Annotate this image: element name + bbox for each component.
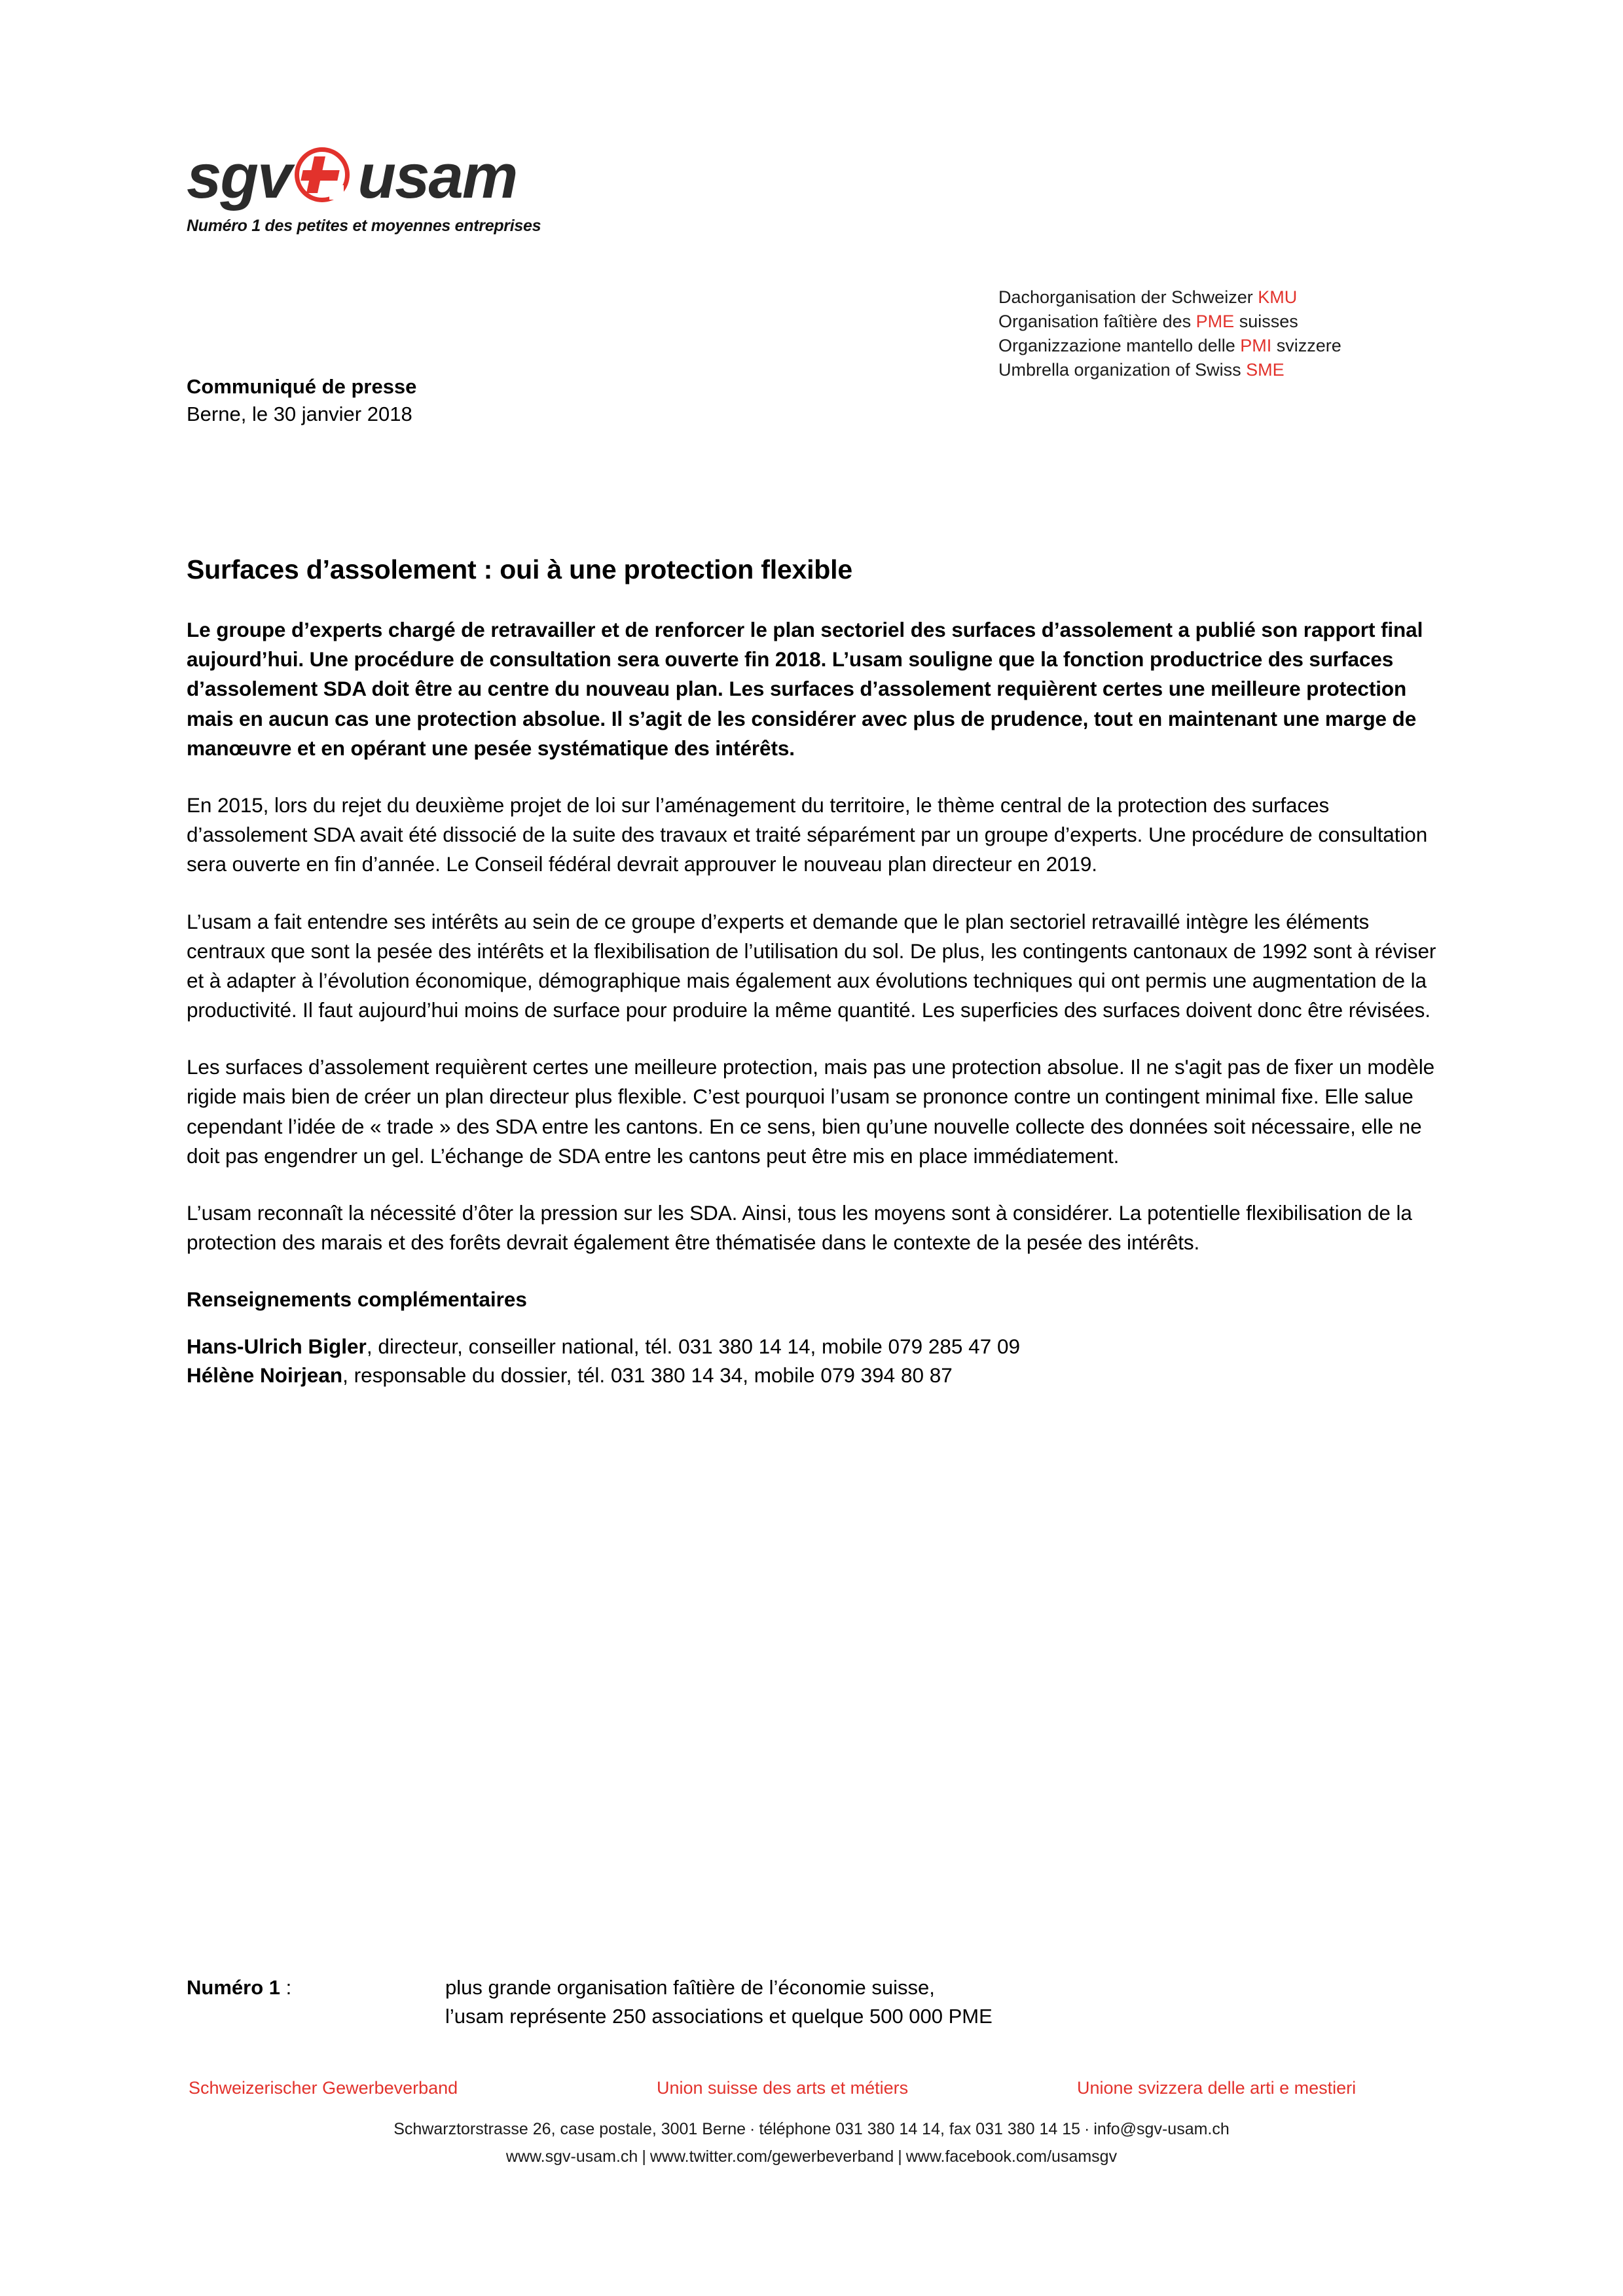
strapline-de — [998, 285, 1341, 310]
strapline-en — [998, 358, 1341, 382]
contact-row — [187, 1361, 1444, 1390]
body-paragraph-4: L’usam reconnaît la nécessité d’ôter la pression sur les SDA. Ainsi, tous les moyens sont à considérer. La potentielle flexibilisation de la protection des marais et des forêts devrait également être thématisée dans le contexte de la pesée des intérêts. — [187, 1201, 1412, 1255]
footer-links-line — [0, 2145, 1623, 2170]
swiss-cross-circle-icon — [293, 146, 355, 207]
numero-description-line-2: l’usam représente 250 associations et quelque 500 000 PME — [445, 2005, 993, 2028]
contact-name: Hans-Ulrich Bigler — [187, 1334, 367, 1358]
body-paragraph-3: Les surfaces d’assolement requièrent certes une meilleure protection, mais pas une protection absolue. Il ne s'agit pas de fixer un modèle rigide mais bien de créer un plan directeur plus flexible. C’est pourquoi l’usam se prononce contre un contingent minimal fixe. Elle salue cependant l’idée de « trade » des SDA entre les cantons. En ce sens, bien qu’une nouvelle collecte des données soit nécessaire, elle ne doit pas engendrer un gel. L’échange de SDA entre les cantons peut être mis en place immédiatement. — [187, 1055, 1435, 1168]
language-strapline-block — [998, 285, 1341, 382]
footer-separator: · — [750, 2120, 756, 2138]
footer-link-facebook[interactable]: www.facebook.com/usamsgv — [905, 2147, 1118, 2166]
contact-details: , responsable du dossier, tél. 031 380 14 34, mobile 079 394 80 87 — [342, 1363, 953, 1388]
logo-tagline: Numéro 1 des petites et moyennes entreprises — [187, 217, 541, 235]
footer-name-it: Unione svizzera delle arti e mestieri — [1077, 2078, 1357, 2098]
strapline-fr-after: suisses — [1234, 311, 1298, 331]
document-kind: Communiqué de presse — [187, 375, 417, 398]
numero-label-bold: Numéro 1 — [187, 1976, 280, 1999]
footer-organization-names — [0, 2078, 1623, 2107]
footer-pipe: | — [898, 2147, 902, 2166]
strapline-it-after: svizzere — [1271, 335, 1341, 355]
logo-wordmark — [187, 141, 606, 213]
footer-pipe: | — [642, 2147, 646, 2166]
contacts-heading: Renseignements complémentaires — [187, 1287, 527, 1312]
footer-address-line — [0, 2117, 1623, 2142]
footer-name-de: Schweizerischer Gewerbeverband — [189, 2078, 458, 2098]
contact-row — [187, 1332, 1444, 1361]
footer-phone: téléphone 031 380 14 14, fax 031 380 14 15 — [759, 2120, 1081, 2138]
strapline-en-abbr: SME — [1246, 359, 1285, 380]
footer-link-twitter[interactable]: www.twitter.com/gewerbeverband — [649, 2147, 894, 2166]
document-header — [0, 131, 1623, 380]
page-title: Surfaces d’assolement : oui à une protection flexible — [187, 554, 852, 585]
strapline-fr-abbr: PME — [1195, 311, 1235, 331]
numero-description — [445, 1973, 1431, 2031]
body-paragraph-1: En 2015, lors du rejet du deuxième projet de loi sur l’aménagement du territoire, le thème central de la protection des surfaces d’assolement SDA avait été dissocié de la suite des travaux et traité séparément par un groupe d’experts. Une procédure de consultation sera ouverte en fin d’année. Le Conseil fédéral devrait approuver le nouveau plan directeur en 2019. — [187, 793, 1428, 876]
numero-one-block — [187, 1973, 1431, 2031]
numero-label-colon: : — [280, 1976, 292, 1999]
strapline-en-before: Umbrella organization of Swiss — [998, 359, 1247, 380]
contact-details: , directeur, conseiller national, tél. 031 380 14 14, mobile 079 285 47 09 — [366, 1334, 1020, 1358]
document-body — [187, 615, 1444, 1390]
strapline-it-abbr: PMI — [1240, 335, 1272, 355]
contact-name: Hélène Noirjean — [187, 1363, 343, 1388]
lead-paragraph: Le groupe d’experts chargé de retravailler et de renforcer le plan sectoriel des surfaces d’assolement a publié son rapport final aujourd’hui. Une procédure de consultation sera ouverte fin 2018. L’usam souligne que la fonction productrice des surfaces d’assolement SDA doit être au centre du nouveau plan. Les surfaces d’assolement requièrent certes une meilleure protection mais en aucun cas une protection absolue. Il s’agit de les considérer avec plus de prudence, tout en maintenant une marge de manœuvre et en opérant une pesée systématique des intérêts. — [187, 618, 1423, 760]
strapline-it — [998, 334, 1341, 358]
strapline-de-abbr: KMU — [1258, 287, 1298, 307]
logo-text-sgv: sgv — [187, 141, 291, 211]
footer-email[interactable]: info@sgv-usam.ch — [1093, 2120, 1230, 2138]
footer-link-website[interactable]: www.sgv-usam.ch — [505, 2147, 638, 2166]
strapline-fr — [998, 310, 1341, 334]
numero-description-line-1: plus grande organisation faîtière de l’économie suisse, — [445, 1976, 935, 1999]
body-paragraph-2: L’usam a fait entendre ses intérêts au sein de ce groupe d’experts et demande que le plan sectoriel retravaillé intègre les éléments centraux que sont la pesée des intérêts et la flexibilisation de l’utilisation du sol. De plus, les contingents cantonaux de 1992 sont à réviser et à adapter à l’évolution économique, démographique mais également aux évolutions techniques qui ont permis une augmentation de la productivité. Il faut aujourd’hui moins de surface pour produire la même quantité. Les superficies des surfaces doivent donc être révisées. — [187, 909, 1436, 1022]
strapline-it-before: Organizzazione mantello delle — [998, 335, 1241, 355]
strapline-fr-before: Organisation faîtière des — [998, 311, 1196, 331]
place-and-date: Berne, le 30 janvier 2018 — [187, 402, 412, 425]
strapline-de-before: Dachorganisation der Schweizer — [998, 287, 1258, 307]
footer-separator: · — [1084, 2120, 1090, 2138]
footer-address: Schwarztorstrasse 26, case postale, 3001 Berne — [393, 2120, 746, 2138]
numero-label — [187, 1973, 445, 2031]
document-meta — [187, 373, 416, 427]
logo-text-usam: usam — [357, 141, 517, 211]
footer-name-fr: Union suisse des arts et métiers — [657, 2078, 909, 2098]
usam-logo — [187, 141, 606, 236]
document-footer — [0, 2078, 1623, 2169]
